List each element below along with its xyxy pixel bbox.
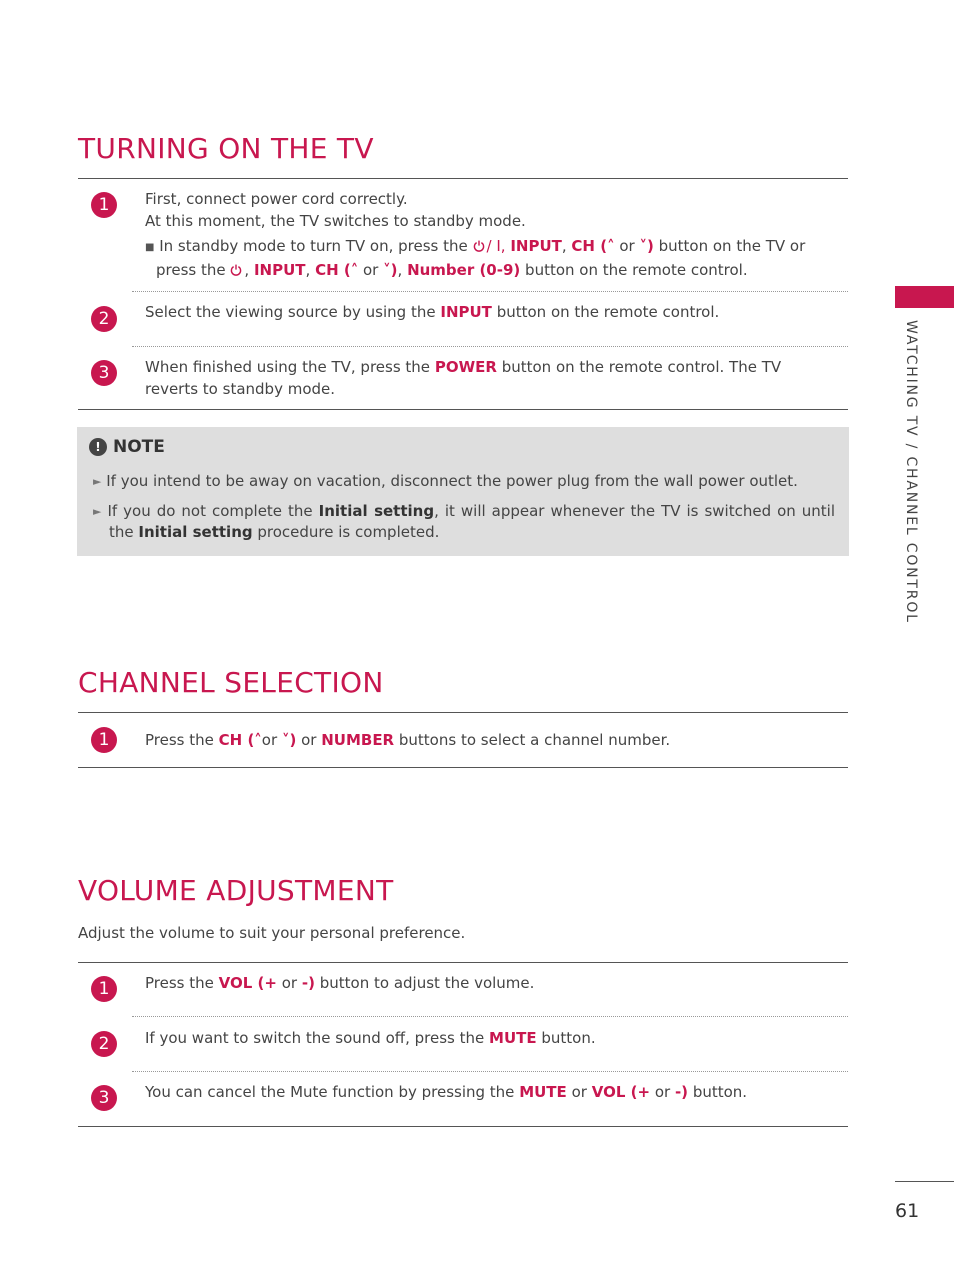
step-text: First, connect power cord correctly. (145, 190, 408, 208)
section-title-turning-on: TURNING ON THE TV (78, 132, 374, 165)
step-text: You can cancel the Mute function by pressing the (145, 1083, 515, 1101)
step-number: 3 (91, 1085, 117, 1111)
ch-key-label: CH ( (571, 237, 608, 255)
side-tab-marker (895, 286, 954, 308)
input-key-label: INPUT (510, 237, 562, 255)
dotted-divider (132, 1071, 848, 1072)
or-text: or (261, 731, 278, 749)
number-key-label: NUMBER (321, 731, 395, 749)
section-title-channel-selection: CHANNEL SELECTION (78, 666, 384, 699)
input-key-label: INPUT (440, 303, 492, 321)
ch-key-label: CH ( (315, 261, 351, 279)
dotted-divider (132, 346, 848, 347)
mute-key-label: MUTE (519, 1083, 567, 1101)
ch-close: ) (646, 237, 654, 255)
vol-plus-key-label: VOL (+ (218, 974, 277, 992)
step-text: At this moment, the TV switches to standby mode. (145, 212, 526, 230)
step-text: button on the remote control. (496, 303, 720, 321)
divider (78, 767, 848, 768)
note-item (93, 471, 835, 492)
chevron-up-icon: ˄ (350, 261, 359, 279)
chevron-up-icon: ˄ (254, 731, 262, 749)
power-icon (473, 240, 485, 252)
input-key-label: INPUT (253, 261, 306, 279)
dotted-divider (132, 1016, 848, 1017)
page-number-rule (895, 1181, 954, 1182)
number-key-label: Number (0-9) (407, 261, 521, 279)
step-text: Press the (145, 731, 214, 749)
step-text: button to adjust the volume. (319, 974, 535, 992)
initial-setting-label: Initial setting (138, 523, 253, 541)
or-text: or (619, 237, 635, 255)
note-text: procedure is completed. (257, 523, 440, 541)
vol-plus-key-label: VOL (+ (591, 1083, 651, 1101)
triangle-bullet-icon: ► (93, 475, 102, 488)
ch-close: ) (289, 731, 297, 749)
step-text: When finished using the TV, press the (145, 358, 431, 376)
mute-key-label: MUTE (489, 1029, 537, 1047)
or-text: or (571, 1083, 587, 1101)
dotted-divider (132, 291, 848, 292)
note-text: If you do not complete the (107, 502, 313, 520)
step-text: Press the (145, 974, 214, 992)
step-number: 3 (91, 360, 117, 386)
step-volume-3 (145, 1081, 835, 1103)
power-key-label: POWER (434, 358, 497, 376)
step-turning-on-3 (145, 356, 835, 400)
step-text: button on the remote control. (525, 261, 748, 279)
comma: , (561, 237, 567, 255)
step-text: In standby mode to turn TV on, press the (159, 237, 468, 255)
step-number: 1 (91, 976, 117, 1002)
initial-setting-label: Initial setting (318, 502, 435, 520)
power-icon (230, 264, 242, 276)
divider (78, 1126, 848, 1127)
chevron-down-icon: ˅ (639, 237, 647, 255)
step-text: Select the viewing source by using the (145, 303, 436, 321)
comma: , (244, 261, 250, 279)
note-item (93, 501, 835, 543)
step-text: If you want to switch the sound off, press the (145, 1029, 485, 1047)
or-text: or (281, 974, 298, 992)
note-text: If you intend to be away on vacation, disconnect the power plug from the wall power outlet. (106, 472, 798, 490)
square-bullet-icon: ■ (145, 242, 155, 253)
step-number: 1 (91, 727, 117, 753)
comma: , (305, 261, 311, 279)
step-volume-2 (145, 1027, 835, 1049)
note-title: NOTE (113, 437, 165, 457)
side-chapter-label: WATCHING TV / CHANNEL CONTROL (903, 320, 919, 624)
note-text: , it will appear whenever the TV is switched on until the (109, 502, 835, 541)
page-number: 61 (895, 1200, 920, 1222)
chevron-up-icon: ˄ (607, 237, 615, 255)
vol-minus-key-label: -) (674, 1083, 689, 1101)
or-text: or (301, 731, 317, 749)
triangle-bullet-icon: ► (93, 505, 102, 518)
step-number: 1 (91, 192, 117, 218)
vol-minus-key-label: -) (301, 974, 315, 992)
chevron-down-icon: ˅ (383, 261, 391, 279)
step-channel-1 (145, 729, 835, 751)
note-header (89, 437, 165, 457)
step-text: button on the TV or press (156, 237, 806, 279)
exclamation-icon: ! (89, 438, 107, 456)
divider (78, 178, 848, 179)
step-number: 2 (91, 306, 117, 332)
step-text: the (201, 261, 226, 279)
step-text: button. (541, 1029, 596, 1047)
note-box (77, 427, 849, 556)
step-text: button. (692, 1083, 748, 1101)
ch-close: ) (390, 261, 398, 279)
divider (78, 962, 848, 963)
section-title-volume-adjustment: VOLUME ADJUSTMENT (78, 874, 394, 907)
power-i-label: / I, (486, 237, 506, 255)
step-turning-on-2 (145, 301, 835, 323)
step-text: button on the remote control. The TV reverts to standby mode. (145, 358, 782, 398)
volume-intro: Adjust the volume to suit your personal preference. (78, 924, 466, 942)
or-text: or (654, 1083, 671, 1101)
step-number: 2 (91, 1031, 117, 1057)
comma: , (397, 261, 403, 279)
chevron-down-icon: ˅ (281, 731, 290, 749)
step-text: buttons to select a channel number. (398, 731, 671, 749)
step-subnote (145, 235, 835, 281)
divider (78, 409, 848, 410)
step-turning-on-1 (145, 188, 835, 281)
step-volume-1 (145, 972, 835, 994)
ch-key-label: CH ( (218, 731, 255, 749)
or-text: or (363, 261, 379, 279)
divider (78, 712, 848, 713)
